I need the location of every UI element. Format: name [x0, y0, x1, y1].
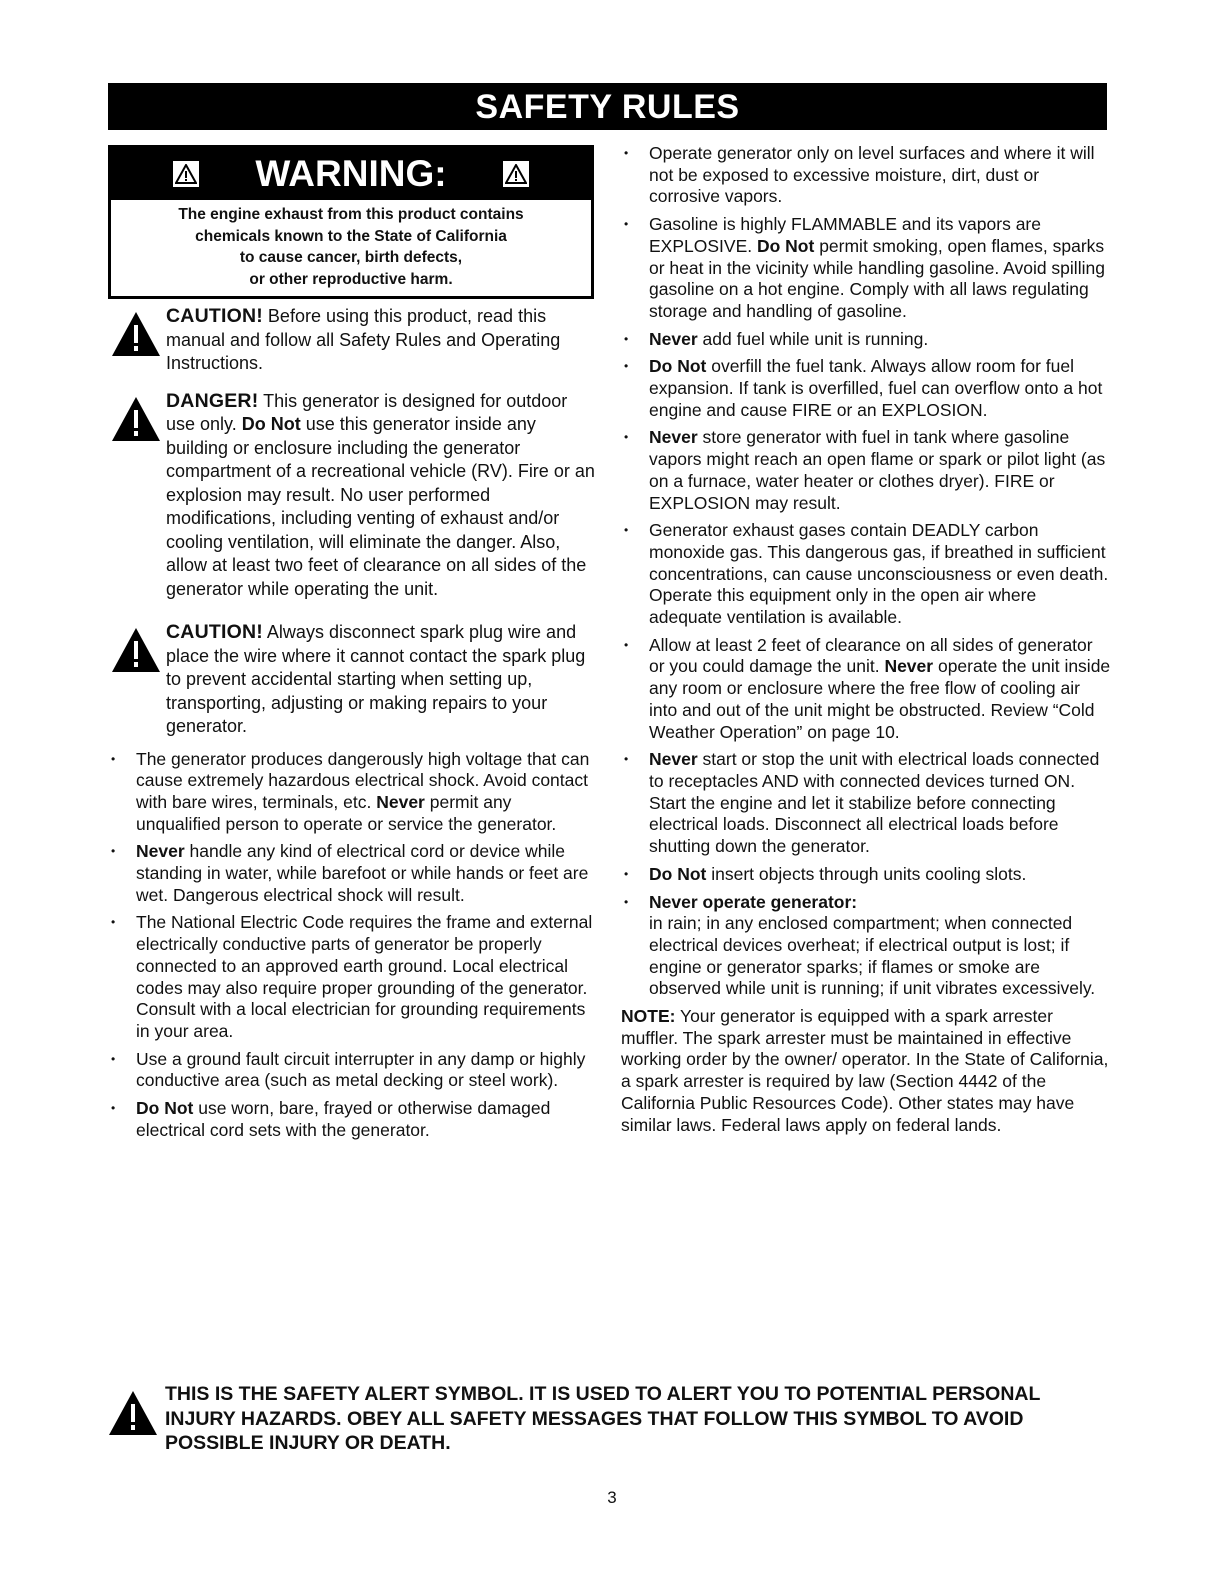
safety-alert-icon: [111, 311, 161, 364]
warning-text: [111, 200, 591, 296]
safety-alert-icon: [111, 396, 161, 449]
safety-alert-icon: [111, 627, 161, 680]
list-item: • The generator produces dangerously high voltage that can cause extremely hazardous electrical shock. Avoid contact with bare wires, terminals, etc. Never permit any unqualified person to operate or service the generator.: [108, 749, 596, 836]
warning-line: The engine exhaust from this product contains: [178, 206, 524, 223]
caution-notice: [108, 305, 596, 376]
warning-line: to cause cancer, birth defects,: [239, 249, 463, 266]
warning-box: [108, 145, 594, 299]
caution-text: Always disconnect spark plug wire and place the wire where it cannot contact the spark plug to prevent accidental starting when setting up, transporting, adjusting or making repairs to your generator.: [166, 622, 586, 736]
list-item: • Never operate generator: in rain; in any enclosed compartment; when connected electrical devices overheat; if electrical output is lost; if engine or generator sparks; if flames or smoke are observed while unit is running; if unit vibrates excessively.: [621, 892, 1111, 1001]
page-number: 3: [607, 1488, 617, 1507]
list-item: • Generator exhaust gases contain DEADLY carbon monoxide gas. This dangerous gas, if breathed in sufficient concentrations, can cause unconsciousness or even death. Operate this equipment only in the open air where adequate ventilation is available.: [621, 520, 1111, 629]
danger-label: DANGER!: [166, 389, 259, 412]
safety-alert-statement: [108, 1382, 1108, 1456]
warning-triangle-icon: [503, 161, 529, 187]
note-label: NOTE:: [621, 1006, 676, 1027]
caution-label: CAUTION!: [166, 305, 263, 327]
caution-text: Before using this product, read this manual and follow all Safety Rules and Operating Instructions.: [166, 306, 561, 373]
list-item: • The National Electric Code requires the frame and external electrically conductive parts of generator be properly connected to an approved earth ground. Local electrical codes may also require proper grounding of the generator. Consult with a local electrician for grounding requirements in your area.: [108, 912, 596, 1042]
warning-triangle-icon: [173, 161, 199, 187]
list-item: • Never handle any kind of electrical cord or device while standing in water, while barefoot or while hands or feet are wet. Dangerous electrical shock will result.: [108, 841, 596, 906]
danger-text: This generator is designed for outdoor use only.: [166, 390, 568, 434]
list-item: • Do Not overfill the fuel tank. Always allow room for fuel expansion. If tank is overfilled, fuel can overflow onto a hot engine and cause FIRE or an EXPLOSION.: [621, 356, 1111, 421]
list-item: • Do Not insert objects through units cooling slots.: [621, 864, 1111, 886]
section-banner: SAFETY RULES: [108, 83, 1107, 130]
left-column: [108, 145, 596, 1147]
list-item: • Never start or stop the unit with electrical loads connected to receptacles AND with connected devices turned ON. Start the engine and let it stabilize before connecting electrical loads. Disconnect all electrical loads before shutting down the generator.: [621, 749, 1111, 858]
list-item: • Gasoline is highly FLAMMABLE and its vapors are EXPLOSIVE. Do Not permit smoking, open flames, sparks or heat in the vicinity while handling gasoline. Avoid spilling gasoline on a hot engine. Comply with all laws regulating storage and handling of gasoline.: [621, 214, 1111, 323]
caution-label: CAUTION!: [166, 621, 263, 643]
danger-emphasis: Do Not: [241, 414, 301, 434]
list-item: • Never add fuel while unit is running.: [621, 329, 1111, 351]
safety-alert-icon: [108, 1390, 158, 1443]
warning-line: chemicals known to the State of California: [195, 227, 507, 245]
note-text: Your generator is equipped with a spark arrester muffler. The spark arrester must be maintained in effective working order by the owner/ operator. In the State of California, a spark arrester is required by law (Section 4442 of the California Public Resources Code). Other states may have similar laws. Federal laws apply on federal lands.: [621, 1006, 1109, 1135]
right-column: [621, 143, 1111, 1136]
list-item: • Operate generator only on level surfaces and where it will not be exposed to excessive moisture, dirt, dust or corrosive vapors.: [621, 143, 1111, 208]
warning-header: [111, 148, 591, 200]
list-item: • Allow at least 2 feet of clearance on all sides of generator or you could damage the unit. Never operate the unit inside any room or enclosure where the free flow of cooling air into and out of the unit might be obstructed. Review “Cold Weather Operation” on page 10.: [621, 635, 1111, 744]
left-bullet-list: [108, 749, 596, 1142]
safety-alert-text: THIS IS THE SAFETY ALERT SYMBOL. IT IS USED TO ALERT YOU TO POTENTIAL PERSONAL INJURY HAZARDS. OBEY ALL SAFETY MESSAGES THAT FOLLOW THIS SYMBOL TO AVOID POSSIBLE INJURY OR DEATH.: [165, 1383, 1041, 1454]
warning-line: or other reproductive harm.: [249, 270, 453, 288]
caution-notice: [108, 621, 596, 739]
list-item: • Use a ground fault circuit interrupter in any damp or highly conductive area (such as metal decking or steel work).: [108, 1049, 596, 1092]
list-item: • Do Not use worn, bare, frayed or otherwise damaged electrical cord sets with the generator.: [108, 1098, 596, 1141]
list-item: • Never store generator with fuel in tank where gasoline vapors might reach an open flame or spark or pilot light (as on a furnace, water heater or clothes dryer). FIRE or EXPLOSION may result.: [621, 427, 1111, 514]
danger-notice: [108, 390, 596, 602]
warning-title: WARNING:: [255, 153, 447, 194]
danger-text: use this generator inside any building or enclosure including the generator compartment of a recreational vehicle (RV). Fire or an explosion may result. No user performed modifications, including venting of exhaust and/or cooling ventilation, will eliminate the danger. Also, allow at least two feet of clearance on all sides of the generator while operating the unit.: [166, 414, 595, 599]
right-bullet-list: [621, 143, 1111, 1000]
note-paragraph: [621, 1006, 1111, 1136]
